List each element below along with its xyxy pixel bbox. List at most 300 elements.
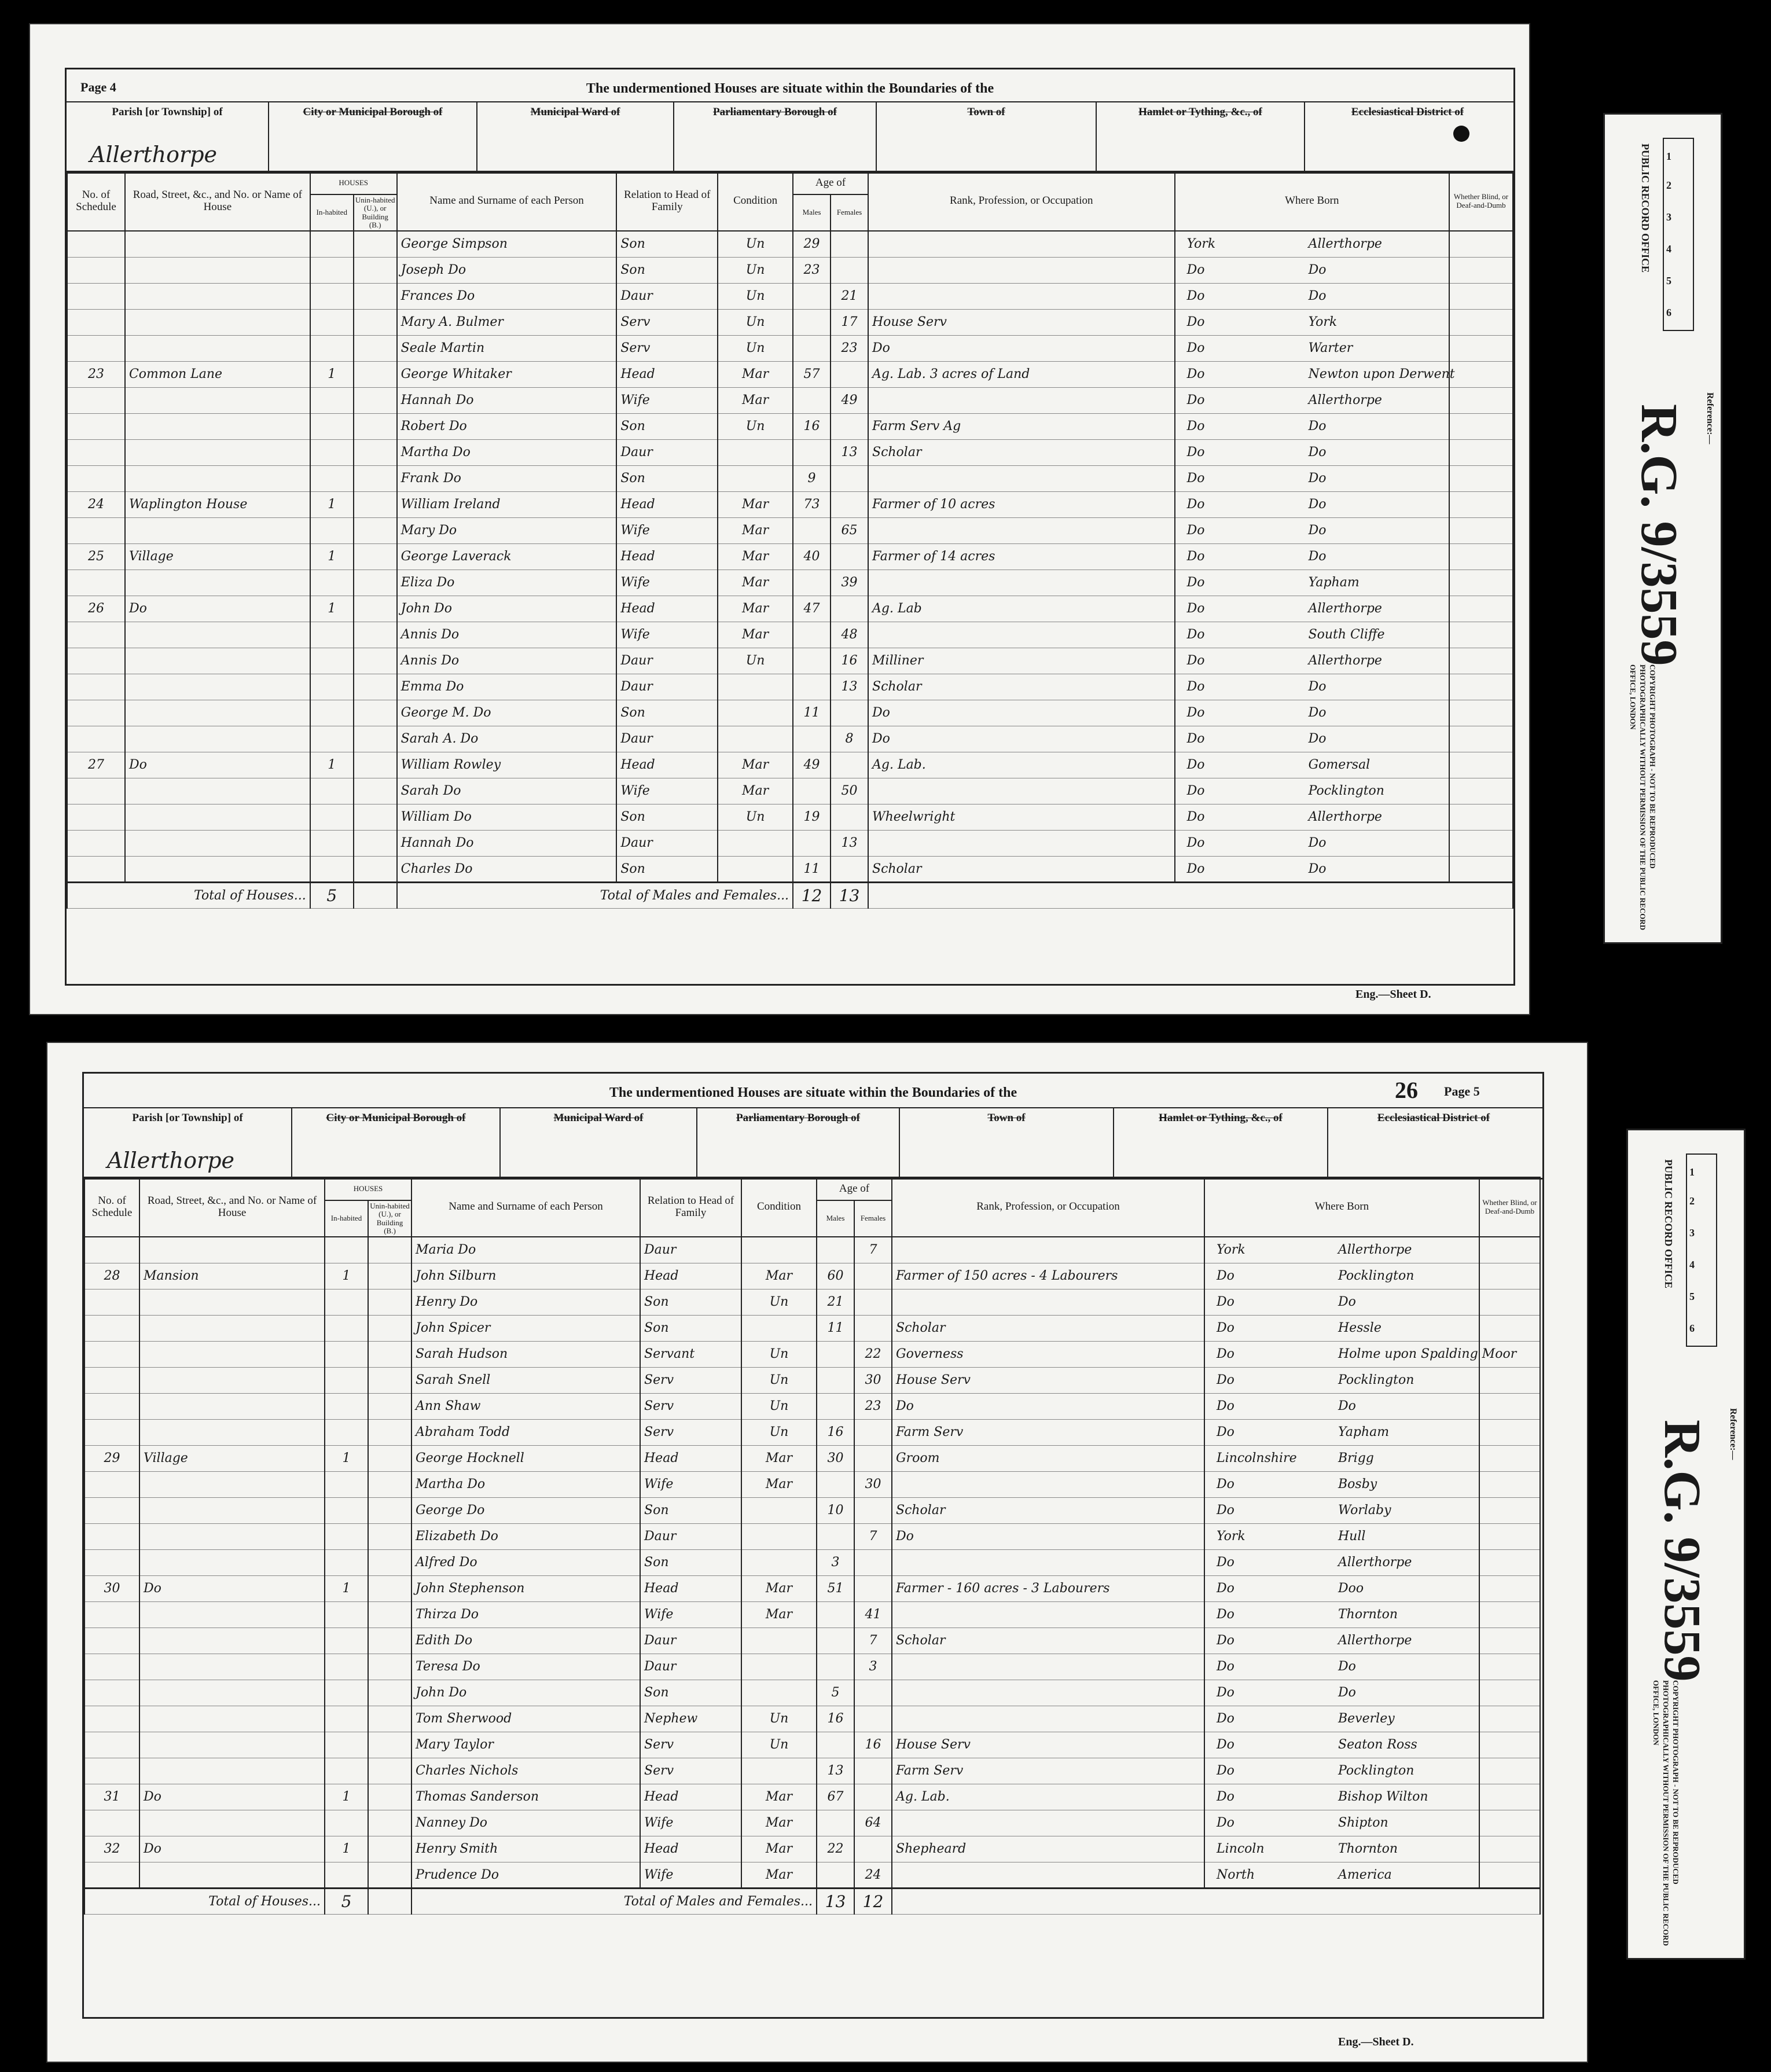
blind-deaf-dumb: [1449, 257, 1513, 283]
schedule-number: [84, 1523, 139, 1549]
table-row: [84, 1237, 1540, 1263]
total-males-value: 12: [793, 882, 831, 908]
total-blank: [892, 1888, 1540, 1914]
blind-deaf-dumb: [1479, 1393, 1540, 1419]
person-name: Mary Taylor: [411, 1732, 640, 1758]
born-place: Worlaby: [1338, 1503, 1391, 1518]
born-county: Do: [1217, 1321, 1234, 1336]
relation-to-head: Son: [616, 257, 718, 283]
house-address: [139, 1654, 325, 1680]
table-row: [67, 439, 1513, 465]
uninhabited-count: [354, 361, 397, 387]
scale-6: 6: [1689, 1322, 1695, 1334]
schedule-number: [84, 1289, 139, 1315]
person-name: John Do: [411, 1680, 640, 1706]
house-address: [139, 1393, 325, 1419]
house-address: [139, 1810, 325, 1836]
inhabited-count: 1: [325, 1784, 368, 1810]
marital-condition: [718, 465, 793, 491]
where-born: [1204, 1497, 1479, 1523]
person-name: Hannah Do: [397, 387, 617, 413]
born-county: Do: [1217, 1737, 1234, 1753]
age-male: 67: [817, 1784, 854, 1810]
relation-to-head: Daur: [640, 1654, 741, 1680]
schedule-number: [84, 1497, 139, 1523]
schedule-number: [67, 465, 125, 491]
person-name: Martha Do: [397, 439, 617, 465]
where-born: [1175, 257, 1449, 283]
marital-condition: Mar: [741, 1810, 817, 1836]
age-male: [793, 570, 831, 596]
occupation: [892, 1680, 1204, 1706]
marital-condition: Un: [741, 1706, 817, 1732]
uninhabited-count: [368, 1497, 411, 1523]
blind-deaf-dumb: [1479, 1836, 1540, 1862]
marital-condition: [741, 1654, 817, 1680]
schedule-number: [67, 439, 125, 465]
marital-condition: Un: [718, 413, 793, 439]
marital-condition: Mar: [718, 570, 793, 596]
inhabited-count: 1: [310, 752, 354, 778]
town-cell: [877, 102, 1097, 172]
born-county: Do: [1217, 1373, 1234, 1388]
relation-to-head: Wife: [616, 517, 718, 543]
table-row: [84, 1289, 1540, 1315]
born-place: Allerthorpe: [1308, 237, 1382, 252]
born-county: Do: [1186, 810, 1205, 825]
inhabited-count: [325, 1393, 368, 1419]
census-table: [67, 171, 1513, 909]
age-male: 13: [817, 1758, 854, 1784]
stamp-copyright: COPYRIGHT PHOTOGRAPH - NOT TO BE REPRODUCED PHOTOGRAPHICALLY WITHOUT PERMISSION OF THE PUBLIC RECORD OFFICE, LONDON: [1652, 1680, 1680, 1946]
occupation: Shepheard: [892, 1836, 1204, 1862]
page-label: Page 4: [80, 80, 116, 94]
born-county: Lincoln: [1217, 1842, 1265, 1857]
schedule-number: [67, 570, 125, 596]
where-born: [1175, 231, 1449, 257]
blind-deaf-dumb: [1479, 1732, 1540, 1758]
age-female: [831, 752, 868, 778]
age-male: 21: [817, 1289, 854, 1315]
scale-3: 3: [1666, 211, 1671, 223]
person-name: George Do: [411, 1497, 640, 1523]
schedule-number: [84, 1419, 139, 1445]
person-name: George Whitaker: [397, 361, 617, 387]
schedule-number: [67, 830, 125, 856]
uninhabited-count: [354, 674, 397, 700]
census-sheet-bottom: [46, 1042, 1588, 2063]
relation-to-head: Head: [616, 543, 718, 570]
blind-deaf-dumb: [1449, 309, 1513, 335]
inhabited-count: [310, 674, 354, 700]
born-county: York: [1186, 237, 1216, 252]
col-born: Where Born: [1204, 1177, 1479, 1237]
schedule-number: [84, 1393, 139, 1419]
occupation: [892, 1471, 1204, 1497]
where-born: [1204, 1628, 1479, 1654]
relation-to-head: Daur: [616, 674, 718, 700]
where-born: [1175, 726, 1449, 752]
born-place: Do: [1308, 523, 1327, 538]
parl-borough-label: Parliamentary Borough of: [736, 1112, 860, 1124]
col-uninhabited: Unin-habited (U.), or Building (B.): [354, 194, 397, 231]
uninhabited-count: [368, 1784, 411, 1810]
age-female: [831, 361, 868, 387]
age-female: [854, 1263, 892, 1289]
born-place: Do: [1308, 861, 1327, 876]
born-county: Do: [1186, 393, 1205, 408]
house-address: [139, 1419, 325, 1445]
house-address: [125, 257, 310, 283]
age-female: [831, 543, 868, 570]
marital-condition: Mar: [718, 596, 793, 622]
house-address: [125, 830, 310, 856]
occupation: Do: [892, 1393, 1204, 1419]
born-place: Pocklington: [1338, 1269, 1414, 1284]
person-name: Emma Do: [397, 674, 617, 700]
marital-condition: Mar: [718, 752, 793, 778]
age-female: [854, 1680, 892, 1706]
marital-condition: Un: [741, 1289, 817, 1315]
marital-condition: [718, 726, 793, 752]
age-female: [831, 413, 868, 439]
schedule-number: 29: [84, 1445, 139, 1471]
inhabited-count: [310, 570, 354, 596]
born-place: Allerthorpe: [1308, 393, 1382, 408]
born-place: Pocklington: [1338, 1764, 1414, 1779]
uninhabited-count: [368, 1654, 411, 1680]
total-uninhabited: [354, 882, 397, 908]
totals-row: [84, 1888, 1540, 1914]
eccl-district-label: Ecclesiastical District of: [1351, 106, 1464, 118]
census-rows: [84, 1237, 1540, 1888]
uninhabited-count: [354, 439, 397, 465]
age-male: 11: [793, 700, 831, 726]
inhabited-count: [310, 700, 354, 726]
inhabited-count: [325, 1471, 368, 1497]
age-female: 50: [831, 778, 868, 804]
eccl-district-label: Ecclesiastical District of: [1377, 1112, 1490, 1124]
person-name: John Do: [397, 596, 617, 622]
schedule-number: 32: [84, 1836, 139, 1862]
where-born: [1204, 1315, 1479, 1341]
where-born: [1204, 1680, 1479, 1706]
occupation: Scholar: [868, 439, 1175, 465]
born-county: Do: [1186, 758, 1205, 773]
born-county: Do: [1186, 341, 1205, 356]
born-place: Hull: [1338, 1529, 1366, 1544]
schedule-number: 30: [84, 1575, 139, 1601]
blind-deaf-dumb: [1479, 1497, 1540, 1523]
table-row: [84, 1523, 1540, 1549]
born-county: Do: [1186, 315, 1205, 330]
age-male: 10: [817, 1497, 854, 1523]
born-place: Yapham: [1308, 575, 1360, 590]
stamp-reference: R.G. 9/3559: [1630, 404, 1688, 666]
born-place: Do: [1308, 445, 1327, 460]
born-place: Pocklington: [1308, 784, 1384, 799]
uninhabited-count: [354, 413, 397, 439]
town-label: Town of: [967, 106, 1005, 118]
blind-deaf-dumb: [1449, 439, 1513, 465]
born-county: York: [1217, 1243, 1245, 1258]
parish-label: Parish [or Township] of: [132, 1112, 243, 1124]
uninhabited-count: [368, 1706, 411, 1732]
marital-condition: Mar: [718, 517, 793, 543]
where-born: [1204, 1862, 1479, 1888]
table-row: [84, 1367, 1540, 1393]
born-county: Do: [1186, 784, 1205, 799]
born-county: Do: [1186, 497, 1205, 512]
town-cell: [900, 1108, 1114, 1178]
schedule-number: [84, 1601, 139, 1628]
parish-value: Allerthorpe: [90, 142, 218, 167]
age-male: [817, 1628, 854, 1654]
blind-deaf-dumb: [1449, 700, 1513, 726]
table-row: [84, 1810, 1540, 1836]
schedule-number: [84, 1732, 139, 1758]
person-name: William Ireland: [397, 491, 617, 517]
age-female: [831, 596, 868, 622]
where-born: [1204, 1836, 1479, 1862]
occupation: Ag. Lab: [868, 596, 1175, 622]
scale-4: 4: [1666, 243, 1671, 255]
age-female: 65: [831, 517, 868, 543]
inhabited-count: [310, 648, 354, 674]
inhabited-count: [310, 465, 354, 491]
born-place: Do: [1308, 471, 1327, 486]
record-office-stamp: [1626, 1129, 1746, 1960]
born-county: Do: [1186, 289, 1205, 304]
relation-to-head: Son: [640, 1549, 741, 1575]
where-born: [1175, 752, 1449, 778]
marital-condition: Un: [718, 257, 793, 283]
relation-to-head: Serv: [616, 309, 718, 335]
schedule-number: [84, 1549, 139, 1575]
age-female: 21: [831, 283, 868, 309]
age-male: [793, 674, 831, 700]
born-county: Do: [1186, 263, 1205, 278]
uninhabited-count: [368, 1628, 411, 1654]
inhabited-count: [325, 1289, 368, 1315]
person-name: Maria Do: [411, 1237, 640, 1263]
house-address: Mansion: [139, 1263, 325, 1289]
uninhabited-count: [368, 1471, 411, 1497]
blind-deaf-dumb: [1479, 1628, 1540, 1654]
born-place: Brigg: [1338, 1451, 1374, 1466]
inhabited-count: 1: [325, 1575, 368, 1601]
person-name: William Rowley: [397, 752, 617, 778]
inhabited-count: [310, 231, 354, 257]
house-address: Village: [139, 1445, 325, 1471]
person-name: Thomas Sanderson: [411, 1784, 640, 1810]
blind-deaf-dumb: [1479, 1367, 1540, 1393]
uninhabited-count: [368, 1445, 411, 1471]
col-inhabited: In-habited: [325, 1200, 368, 1237]
uninhabited-count: [354, 309, 397, 335]
schedule-number: [67, 778, 125, 804]
marital-condition: [718, 856, 793, 882]
scale-5: 5: [1666, 275, 1671, 286]
age-female: 23: [831, 335, 868, 361]
table-row: [67, 283, 1513, 309]
occupation: House Serv: [868, 309, 1175, 335]
inhabited-count: [310, 856, 354, 882]
born-place: Do: [1308, 836, 1327, 851]
ward-label: Municipal Ward of: [530, 106, 620, 118]
blind-deaf-dumb: [1479, 1862, 1540, 1888]
occupation: Scholar: [892, 1497, 1204, 1523]
col-relation: Relation to Head of Family: [640, 1177, 741, 1237]
uninhabited-count: [354, 570, 397, 596]
relation-to-head: Son: [640, 1315, 741, 1341]
table-row: [67, 231, 1513, 257]
born-place: Warter: [1308, 341, 1353, 356]
person-name: Abraham Todd: [411, 1419, 640, 1445]
where-born: [1204, 1419, 1479, 1445]
relation-to-head: Head: [640, 1836, 741, 1862]
uninhabited-count: [354, 648, 397, 674]
marital-condition: Un: [718, 231, 793, 257]
age-male: [793, 517, 831, 543]
house-address: [125, 856, 310, 882]
blind-deaf-dumb: [1479, 1471, 1540, 1497]
total-houses-value: 5: [310, 882, 354, 908]
born-place: Do: [1308, 263, 1327, 278]
age-male: 57: [793, 361, 831, 387]
occupation: [868, 517, 1175, 543]
born-place: Do: [1338, 1659, 1356, 1674]
table-row: [67, 387, 1513, 413]
age-male: 51: [817, 1575, 854, 1601]
inhabited-count: [325, 1732, 368, 1758]
born-place: Allerthorpe: [1308, 601, 1382, 616]
marital-condition: Mar: [718, 491, 793, 517]
relation-to-head: Head: [640, 1445, 741, 1471]
inhabited-count: 1: [310, 543, 354, 570]
where-born: [1175, 543, 1449, 570]
schedule-number: [84, 1680, 139, 1706]
col-males: Males: [793, 194, 831, 231]
where-born: [1204, 1289, 1479, 1315]
where-born: [1175, 491, 1449, 517]
person-name: Hannah Do: [397, 830, 617, 856]
uninhabited-count: [354, 283, 397, 309]
born-county: Do: [1186, 419, 1205, 434]
age-male: [817, 1471, 854, 1497]
schedule-number: 26: [67, 596, 125, 622]
ward-cell: [477, 102, 674, 172]
age-female: 13: [831, 439, 868, 465]
col-relation: Relation to Head of Family: [616, 171, 718, 231]
table-row: [84, 1393, 1540, 1419]
table-row: [67, 622, 1513, 648]
born-county: Do: [1217, 1607, 1234, 1622]
where-born: [1175, 283, 1449, 309]
scale-6: 6: [1666, 307, 1671, 318]
age-female: 22: [854, 1341, 892, 1367]
marital-condition: [741, 1497, 817, 1523]
marital-condition: Un: [741, 1419, 817, 1445]
inhabited-count: [325, 1601, 368, 1628]
person-name: Robert Do: [397, 413, 617, 439]
total-uninhabited: [368, 1888, 411, 1914]
where-born: [1175, 622, 1449, 648]
born-county: Do: [1186, 627, 1205, 642]
inhabited-count: [325, 1758, 368, 1784]
where-born: [1175, 778, 1449, 804]
born-county: Do: [1217, 1659, 1234, 1674]
age-male: 49: [793, 752, 831, 778]
table-row: [67, 778, 1513, 804]
table-row: [84, 1549, 1540, 1575]
born-county: Do: [1217, 1581, 1234, 1596]
relation-to-head: Serv: [640, 1367, 741, 1393]
occupation: Farm Serv Ag: [868, 413, 1175, 439]
born-place: Do: [1308, 549, 1327, 564]
table-row: [67, 596, 1513, 622]
born-place: Doo: [1338, 1581, 1364, 1596]
blind-deaf-dumb: [1479, 1419, 1540, 1445]
where-born: [1204, 1367, 1479, 1393]
schedule-number: [84, 1862, 139, 1888]
occupation: Milliner: [868, 648, 1175, 674]
uninhabited-count: [368, 1732, 411, 1758]
age-male: [817, 1810, 854, 1836]
sheet-label: Eng.—Sheet D.: [1338, 2036, 1414, 2048]
born-place: Do: [1308, 497, 1327, 512]
scale-2: 2: [1689, 1195, 1695, 1207]
where-born: [1175, 413, 1449, 439]
house-address: [125, 700, 310, 726]
table-row: [67, 570, 1513, 596]
blind-deaf-dumb: [1449, 830, 1513, 856]
inhabited-count: [325, 1680, 368, 1706]
born-county: Do: [1217, 1269, 1234, 1284]
age-female: [854, 1315, 892, 1341]
parl-borough-cell: [674, 102, 877, 172]
age-male: [793, 830, 831, 856]
relation-to-head: Son: [616, 856, 718, 882]
blind-deaf-dumb: [1449, 283, 1513, 309]
relation-to-head: Son: [616, 231, 718, 257]
col-females: Females: [831, 194, 868, 231]
born-county: Do: [1186, 601, 1205, 616]
col-name: Name and Surname of each Person: [397, 171, 617, 231]
where-born: [1175, 648, 1449, 674]
born-place: America: [1338, 1867, 1392, 1882]
house-address: [125, 283, 310, 309]
age-female: 13: [831, 674, 868, 700]
person-name: Sarah Hudson: [411, 1341, 640, 1367]
where-born: [1175, 700, 1449, 726]
born-county: Do: [1186, 706, 1205, 721]
col-houses: HOUSES: [325, 1177, 411, 1200]
eccl-district-cell: [1328, 1108, 1539, 1178]
blind-deaf-dumb: [1449, 231, 1513, 257]
person-name: John Silburn: [411, 1263, 640, 1289]
blind-deaf-dumb: [1449, 778, 1513, 804]
occupation: Farmer of 14 acres: [868, 543, 1175, 570]
person-name: Elizabeth Do: [411, 1523, 640, 1549]
house-address: [139, 1341, 325, 1367]
table-row: [67, 674, 1513, 700]
uninhabited-count: [368, 1393, 411, 1419]
marital-condition: [741, 1628, 817, 1654]
age-male: 16: [817, 1419, 854, 1445]
age-female: 30: [854, 1471, 892, 1497]
scale-4: 4: [1689, 1259, 1695, 1270]
